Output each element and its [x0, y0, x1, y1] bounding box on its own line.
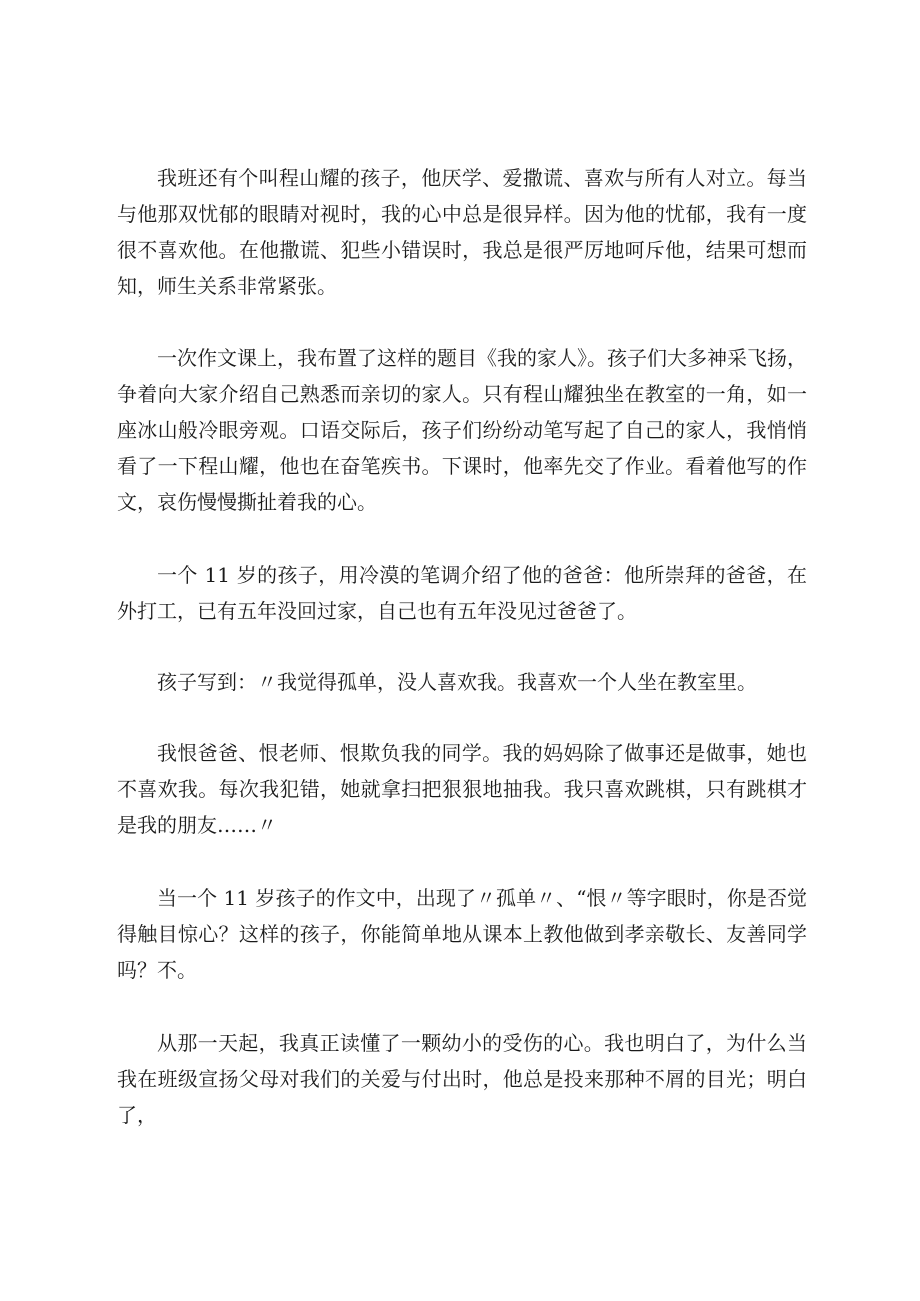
paragraph: 孩子写到：〃我觉得孤单，没人喜欢我。我喜欢一个人坐在教室里。: [157, 670, 757, 694]
document-body: [117, 160, 807, 1133]
paragraph: 一个 11 岁的孩子，用冷漠的笔调介绍了他的爸爸：他所崇拜的爸爸，在外打工，已有五年没回过家，自己也有五年没见过爸爸了。: [117, 563, 807, 623]
paragraph: 我恨爸爸、恨老师、恨欺负我的同学。我的妈妈除了做事还是做事，她也不喜欢我。每次我犯错，她就拿扫把狠狠地抽我。我只喜欢跳棋，只有跳棋才是我的朋友……〃: [117, 741, 807, 837]
paragraph: 我班还有个叫程山耀的孩子，他厌学、爱撒谎、喜欢与所有人对立。每当与他那双忧郁的眼睛对视时，我的心中总是很异样。因为他的忧郁，我有一度很不喜欢他。在他撒谎、犯些小错误时，我总是很严厉地呵斥他，结果可想而知，师生关系非常紧张。: [117, 166, 807, 298]
paragraph: 从那一天起，我真正读懂了一颗幼小的受伤的心。我也明白了，为什么当我在班级宣扬父母对我们的关爱与付出时，他总是投来那种不屑的目光；明白了，: [117, 1031, 807, 1127]
paragraph: 一次作文课上，我布置了这样的题目《我的家人》。孩子们大多神采飞扬，争着向大家介绍自己熟悉而亲切的家人。只有程山耀独坐在教室的一角，如一座冰山般冷眼旁观。口语交际后，孩子们纷纷动笔写起了自己的家人，我悄悄看了一下程山耀，他也在奋笔疾书。下课时，他率先交了作业。看着他写的作文，哀伤慢慢撕扯着我的心。: [117, 346, 807, 514]
paragraph: 当一个 11 岁孩子的作文中，出现了〃孤单〃、“恨〃等字眼时，你是否觉得触目惊心？这样的孩子，你能简单地从课本上教他做到孝亲敬长、友善同学吗？不。: [117, 886, 807, 982]
